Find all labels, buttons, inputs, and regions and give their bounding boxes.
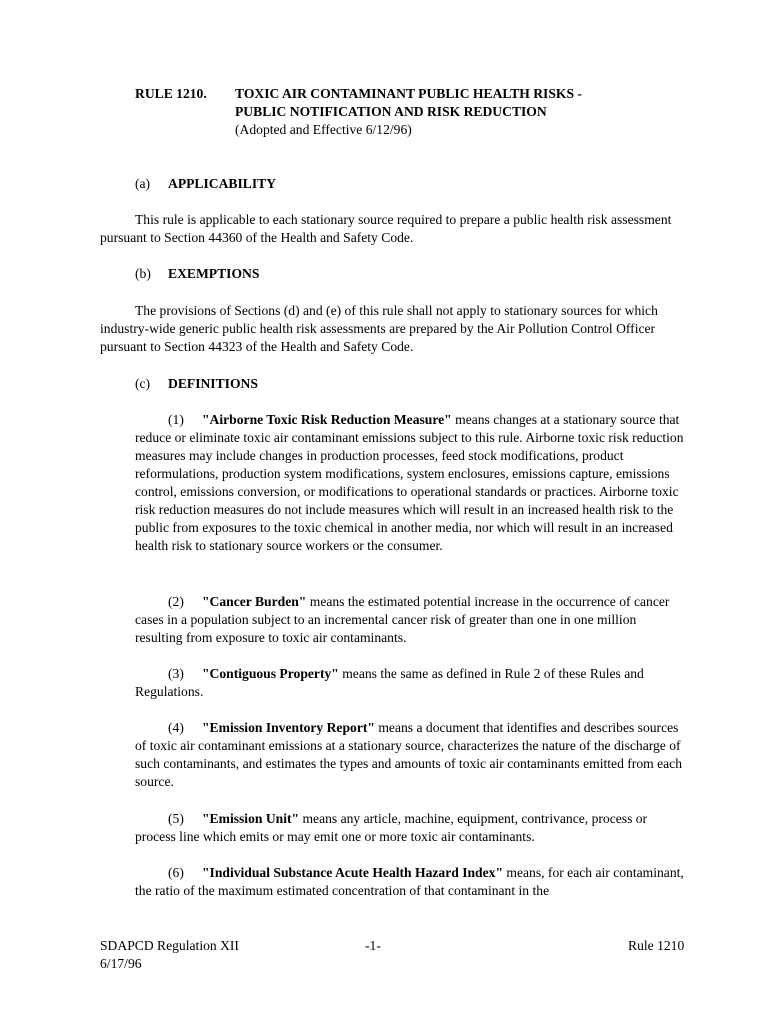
definition-text: means changes at a stationary source that reduce or eliminate toxic air contaminant emissions subject to this rule. Airborne toxic risk reduction measures may include changes in production processes, feed stock modifications, product reformulations, production system modifications, system enclosures, emissions capture, emissions control, emissions conversion, or modifications to operational standards or practices. Airborne toxic risk reduction measures do not include measures which will result in an increased health risk to the public from exposures to the toxic chemical in another media, nor which will result in an increased health risk to stationary source workers or the consumer. [135, 412, 684, 553]
footer-regulation: SDAPCD Regulation XII [100, 938, 239, 953]
definition-term: "Individual Substance Acute Health Hazard Index" [202, 865, 503, 880]
section-label: APPLICABILITY [168, 176, 277, 191]
section-heading-applicability [135, 175, 276, 193]
definition-item [135, 810, 685, 846]
section-letter: (c) [135, 376, 151, 391]
rule-number: RULE 1210. [135, 86, 207, 101]
definition-term: "Contiguous Property" [202, 666, 339, 681]
definition-number: (4) [168, 720, 184, 735]
rule-title-line2: PUBLIC NOTIFICATION AND RISK REDUCTION [235, 104, 547, 119]
definition-number: (1) [168, 412, 184, 427]
section-heading-exemptions [135, 265, 259, 283]
footer-date: 6/17/96 [100, 956, 142, 971]
definition-number: (6) [168, 865, 184, 880]
rule-title-block [235, 85, 735, 139]
section-label: DEFINITIONS [168, 376, 258, 391]
applicability-paragraph: This rule is applicable to each stationary source required to prepare a public health risk assessment pursuant to Section 44360 of the Health and Safety Code. [100, 212, 672, 245]
footer-left [100, 937, 239, 973]
definition-term: "Emission Inventory Report" [202, 720, 375, 735]
definition-item [135, 665, 685, 701]
definition-text: means the same as defined in Rule 2 of these Rules and Regulations. [135, 666, 644, 699]
page-number: -1- [365, 938, 381, 953]
adopted-date: (Adopted and Effective 6/12/96) [235, 122, 412, 137]
rule-title-line1: TOXIC AIR CONTAMINANT PUBLIC HEALTH RISKS - [235, 86, 582, 101]
definition-term: "Emission Unit" [202, 811, 300, 826]
definition-item [135, 719, 685, 791]
definition-text: means any article, machine, equipment, contrivance, process or process line which emits or may emit one or more toxic air contaminants. [135, 811, 648, 844]
definition-item [135, 593, 685, 647]
definition-number: (3) [168, 666, 184, 681]
footer-rule-label: Rule 1210 [628, 938, 685, 953]
definition-item [135, 864, 685, 900]
definition-number: (5) [168, 811, 184, 826]
definition-text: means, for each air contaminant, the ratio of the maximum estimated concentration of that contaminant in the [135, 865, 684, 898]
section-heading-definitions [135, 375, 258, 393]
definition-item [135, 411, 685, 555]
section-label: EXEMPTIONS [168, 266, 260, 281]
section-letter: (a) [135, 176, 151, 191]
definition-text: means a document that identifies and describes sources of toxic air contaminant emissions at a stationary source, characterizes the nature of the discharge of such contaminants, and estimates the types and amounts of toxic air contaminants emitted from each source. [135, 720, 682, 789]
exemptions-paragraph: The provisions of Sections (d) and (e) of this rule shall not apply to stationary sources for which industry-wide generic public health risk assessments are prepared by the Air Pollution Control Officer pursuant to Section 44323 of the Health and Safety Code. [100, 303, 658, 354]
definition-text: means the estimated potential increase in the occurrence of cancer cases in a population subject to an incremental cancer risk of greater than one in one million resulting from exposure to toxic air contaminants. [135, 594, 670, 645]
definition-term: "Cancer Burden" [202, 594, 307, 609]
definition-number: (2) [168, 594, 184, 609]
section-letter: (b) [135, 266, 151, 281]
definition-term: "Airborne Toxic Risk Reduction Measure" [202, 412, 452, 427]
